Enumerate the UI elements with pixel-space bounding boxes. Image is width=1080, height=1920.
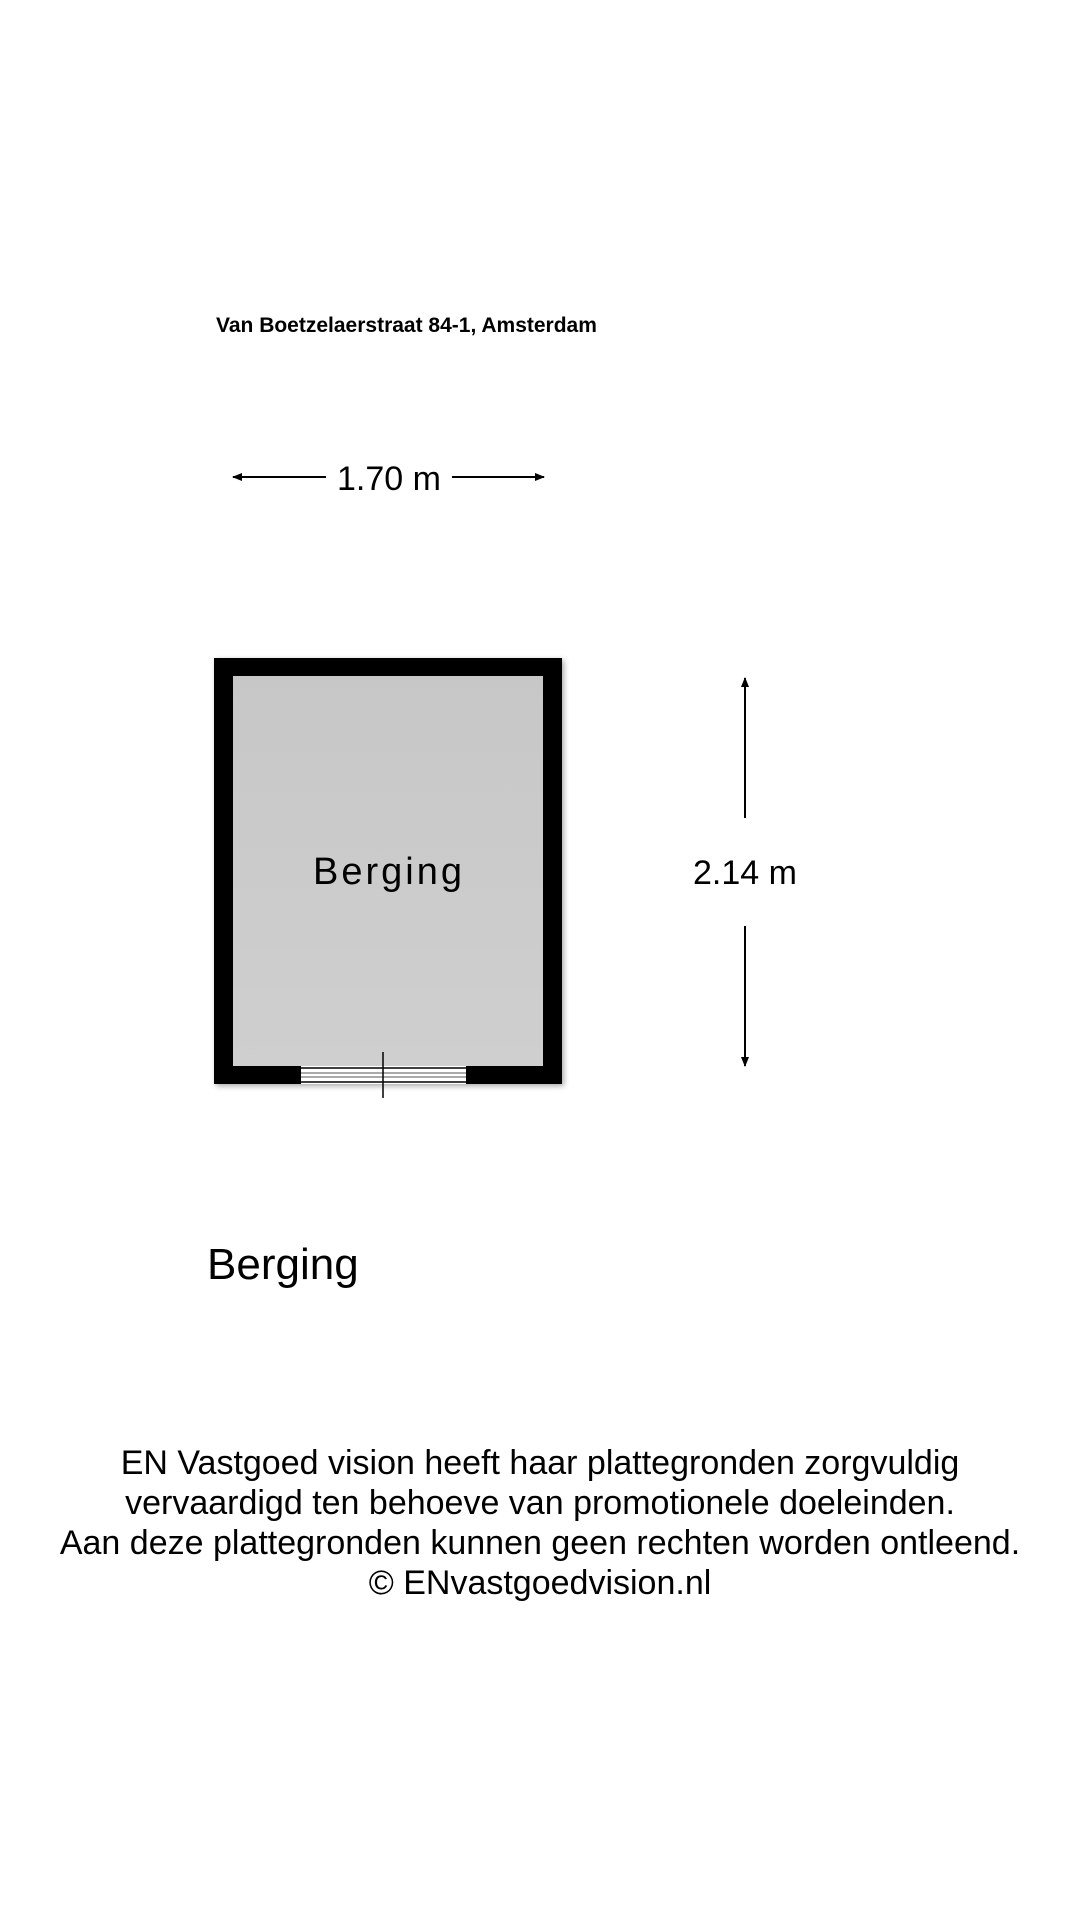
copyright-line: © ENvastgoedvision.nl (368, 1564, 712, 1602)
depth-label: 2.14 m (693, 854, 797, 892)
disclaimer-line: vervaardigd ten behoeve van promotionele doeleinden. (125, 1484, 955, 1522)
address-title: Van Boetzelaerstraat 84-1, Amsterdam (216, 314, 597, 337)
depth-dimension (693, 678, 797, 1066)
floor-title: Berging (207, 1240, 359, 1289)
room-label: Berging (313, 851, 465, 893)
disclaimer (0, 1443, 1080, 1603)
disclaimer-line: EN Vastgoed vision heeft haar plattegronden zorgvuldig (120, 1444, 960, 1482)
width-dimension (233, 460, 544, 498)
width-label: 1.70 m (337, 460, 441, 498)
disclaimer-line: Aan deze plattegronden kunnen geen rechten worden ontleend. (59, 1524, 1021, 1562)
room-berging (214, 658, 562, 1098)
